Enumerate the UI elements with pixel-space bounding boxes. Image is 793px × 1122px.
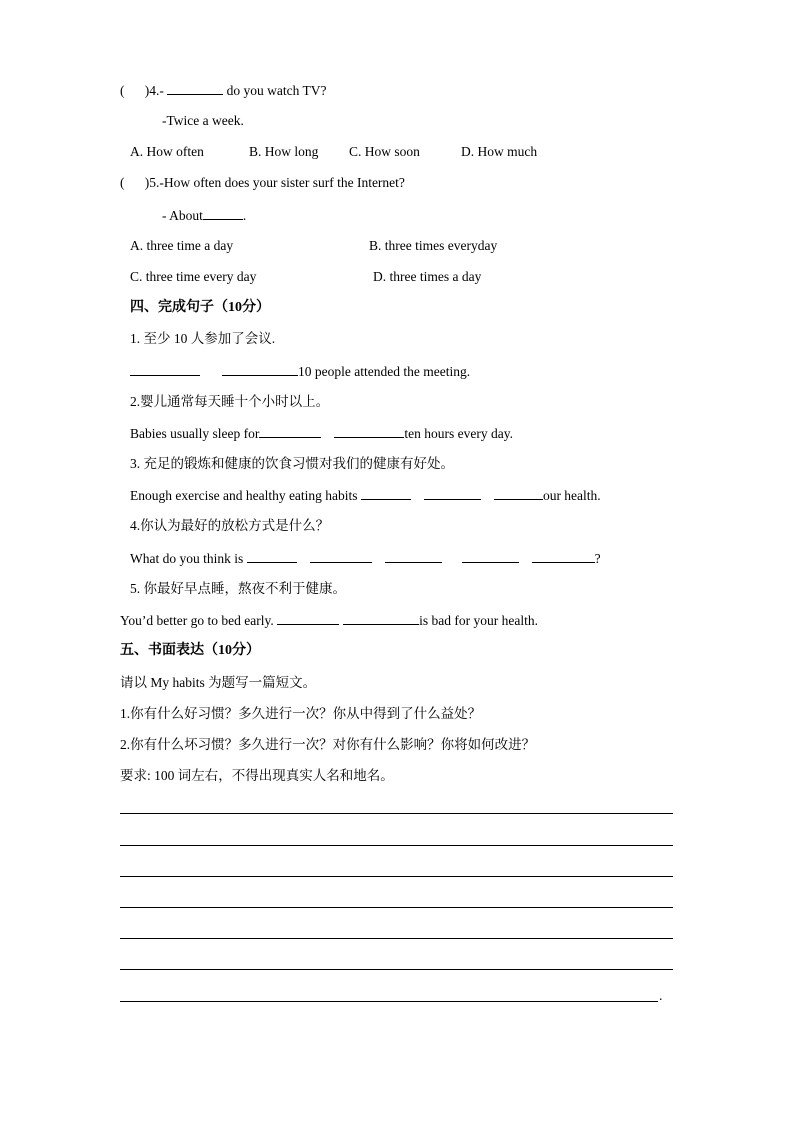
- s5-requirement: 要求: 100 词左右，不得出现真实人名和地名。: [120, 768, 394, 783]
- section5-heading: 五、书面表达（10分）: [120, 643, 260, 658]
- s4-item4-blank5[interactable]: [532, 549, 595, 563]
- s4-item4-blank3[interactable]: [385, 549, 442, 563]
- s4-item1-blank2[interactable]: [222, 362, 298, 376]
- s4-item5-cn: 5. 你最好早点睡，熬夜不利于健康。: [130, 581, 346, 596]
- q4-answer: -Twice a week.: [162, 113, 244, 128]
- q4-option-d: D. How much: [461, 144, 538, 159]
- s4-item5-blank2[interactable]: [343, 611, 419, 625]
- s4-item5-en-prefix: You’d better go to bed early.: [120, 613, 278, 628]
- s4-item4-blank4[interactable]: [462, 549, 519, 563]
- q4-blank[interactable]: [167, 81, 223, 95]
- s4-item2-blank2[interactable]: [334, 424, 404, 438]
- q5-stem: ( )5.-How often does your sister surf the Internet?: [120, 175, 405, 190]
- writing-line[interactable]: [120, 876, 673, 877]
- writing-line[interactable]: [120, 969, 673, 970]
- s4-item1-en: [130, 362, 470, 381]
- q5-option-c: C. three time every day: [130, 269, 257, 284]
- writing-line-last[interactable]: [120, 1001, 658, 1002]
- q5-answer: [162, 206, 246, 225]
- s5-question1: 1.你有什么好习惯？多久进行一次？你从中得到了什么益处？: [120, 706, 482, 721]
- q4-option-b: B. How long: [249, 144, 319, 159]
- s4-item3-en: [130, 486, 601, 505]
- writing-line[interactable]: [120, 938, 673, 939]
- q4-option-a: A. How often: [130, 144, 204, 159]
- s4-item3-en-suffix: our health.: [542, 488, 601, 503]
- q4-stem-suffix: do you watch TV?: [223, 83, 327, 98]
- s4-item5-en-suffix: is bad for your health.: [419, 613, 538, 628]
- writing-line[interactable]: [120, 813, 673, 814]
- q5-answer-suffix: .: [242, 208, 247, 223]
- q5-option-b: B. three times everyday: [369, 238, 498, 253]
- writing-line[interactable]: [120, 907, 673, 908]
- s4-item1-blank1[interactable]: [130, 362, 200, 376]
- s4-item2-en-prefix: Babies usually sleep for: [130, 426, 260, 441]
- s4-item4-en: [130, 549, 601, 568]
- s4-item3-blank3[interactable]: [494, 486, 543, 500]
- q4-stem-prefix: ( )4.-: [120, 83, 168, 98]
- s4-item2-cn: 2.婴儿通常每天睡十个小时以上。: [130, 394, 330, 409]
- s5-prompt: 请以 My habits 为题写一篇短文。: [120, 675, 317, 690]
- q5-blank[interactable]: [203, 206, 243, 220]
- s4-item4-blank1[interactable]: [247, 549, 297, 563]
- q4-stem: [120, 81, 326, 100]
- s4-item4-blank2[interactable]: [310, 549, 372, 563]
- s4-item2-en: [130, 424, 513, 443]
- s4-item5-en: [120, 611, 538, 630]
- s4-item5-blank1[interactable]: [277, 611, 339, 625]
- s4-item2-en-suffix: ten hours every day.: [404, 426, 513, 441]
- s4-item1-cn: 1. 至少 10 人参加了会议.: [130, 331, 276, 346]
- s4-item1-en-suffix: 10 people attended the meeting.: [298, 364, 471, 379]
- s4-item3-blank2[interactable]: [424, 486, 481, 500]
- s4-item4-en-prefix: What do you think is: [130, 551, 247, 566]
- q5-option-a: A. three time a day: [130, 238, 234, 253]
- s4-item3-en-prefix: Enough exercise and healthy eating habits: [130, 488, 361, 503]
- s4-item4-en-suffix: ?: [594, 551, 601, 566]
- q5-option-d: D. three times a day: [373, 269, 482, 284]
- writing-line[interactable]: [120, 845, 673, 846]
- s4-item3-cn: 3. 充足的锻炼和健康的饮食习惯对我们的健康有好处。: [130, 456, 454, 471]
- s4-item2-blank1[interactable]: [259, 424, 321, 438]
- q4-option-c: C. How soon: [349, 144, 420, 159]
- s5-question2: 2.你有什么坏习惯？多久进行一次？对你有什么影响？你将如何改进？: [120, 737, 536, 752]
- end-period: .: [659, 988, 663, 1003]
- section4-heading: 四、完成句子（10分）: [130, 300, 270, 315]
- s4-item3-blank1[interactable]: [361, 486, 411, 500]
- q5-answer-prefix: - About: [162, 208, 203, 223]
- s4-item4-cn: 4.你认为最好的放松方式是什么？: [130, 518, 330, 533]
